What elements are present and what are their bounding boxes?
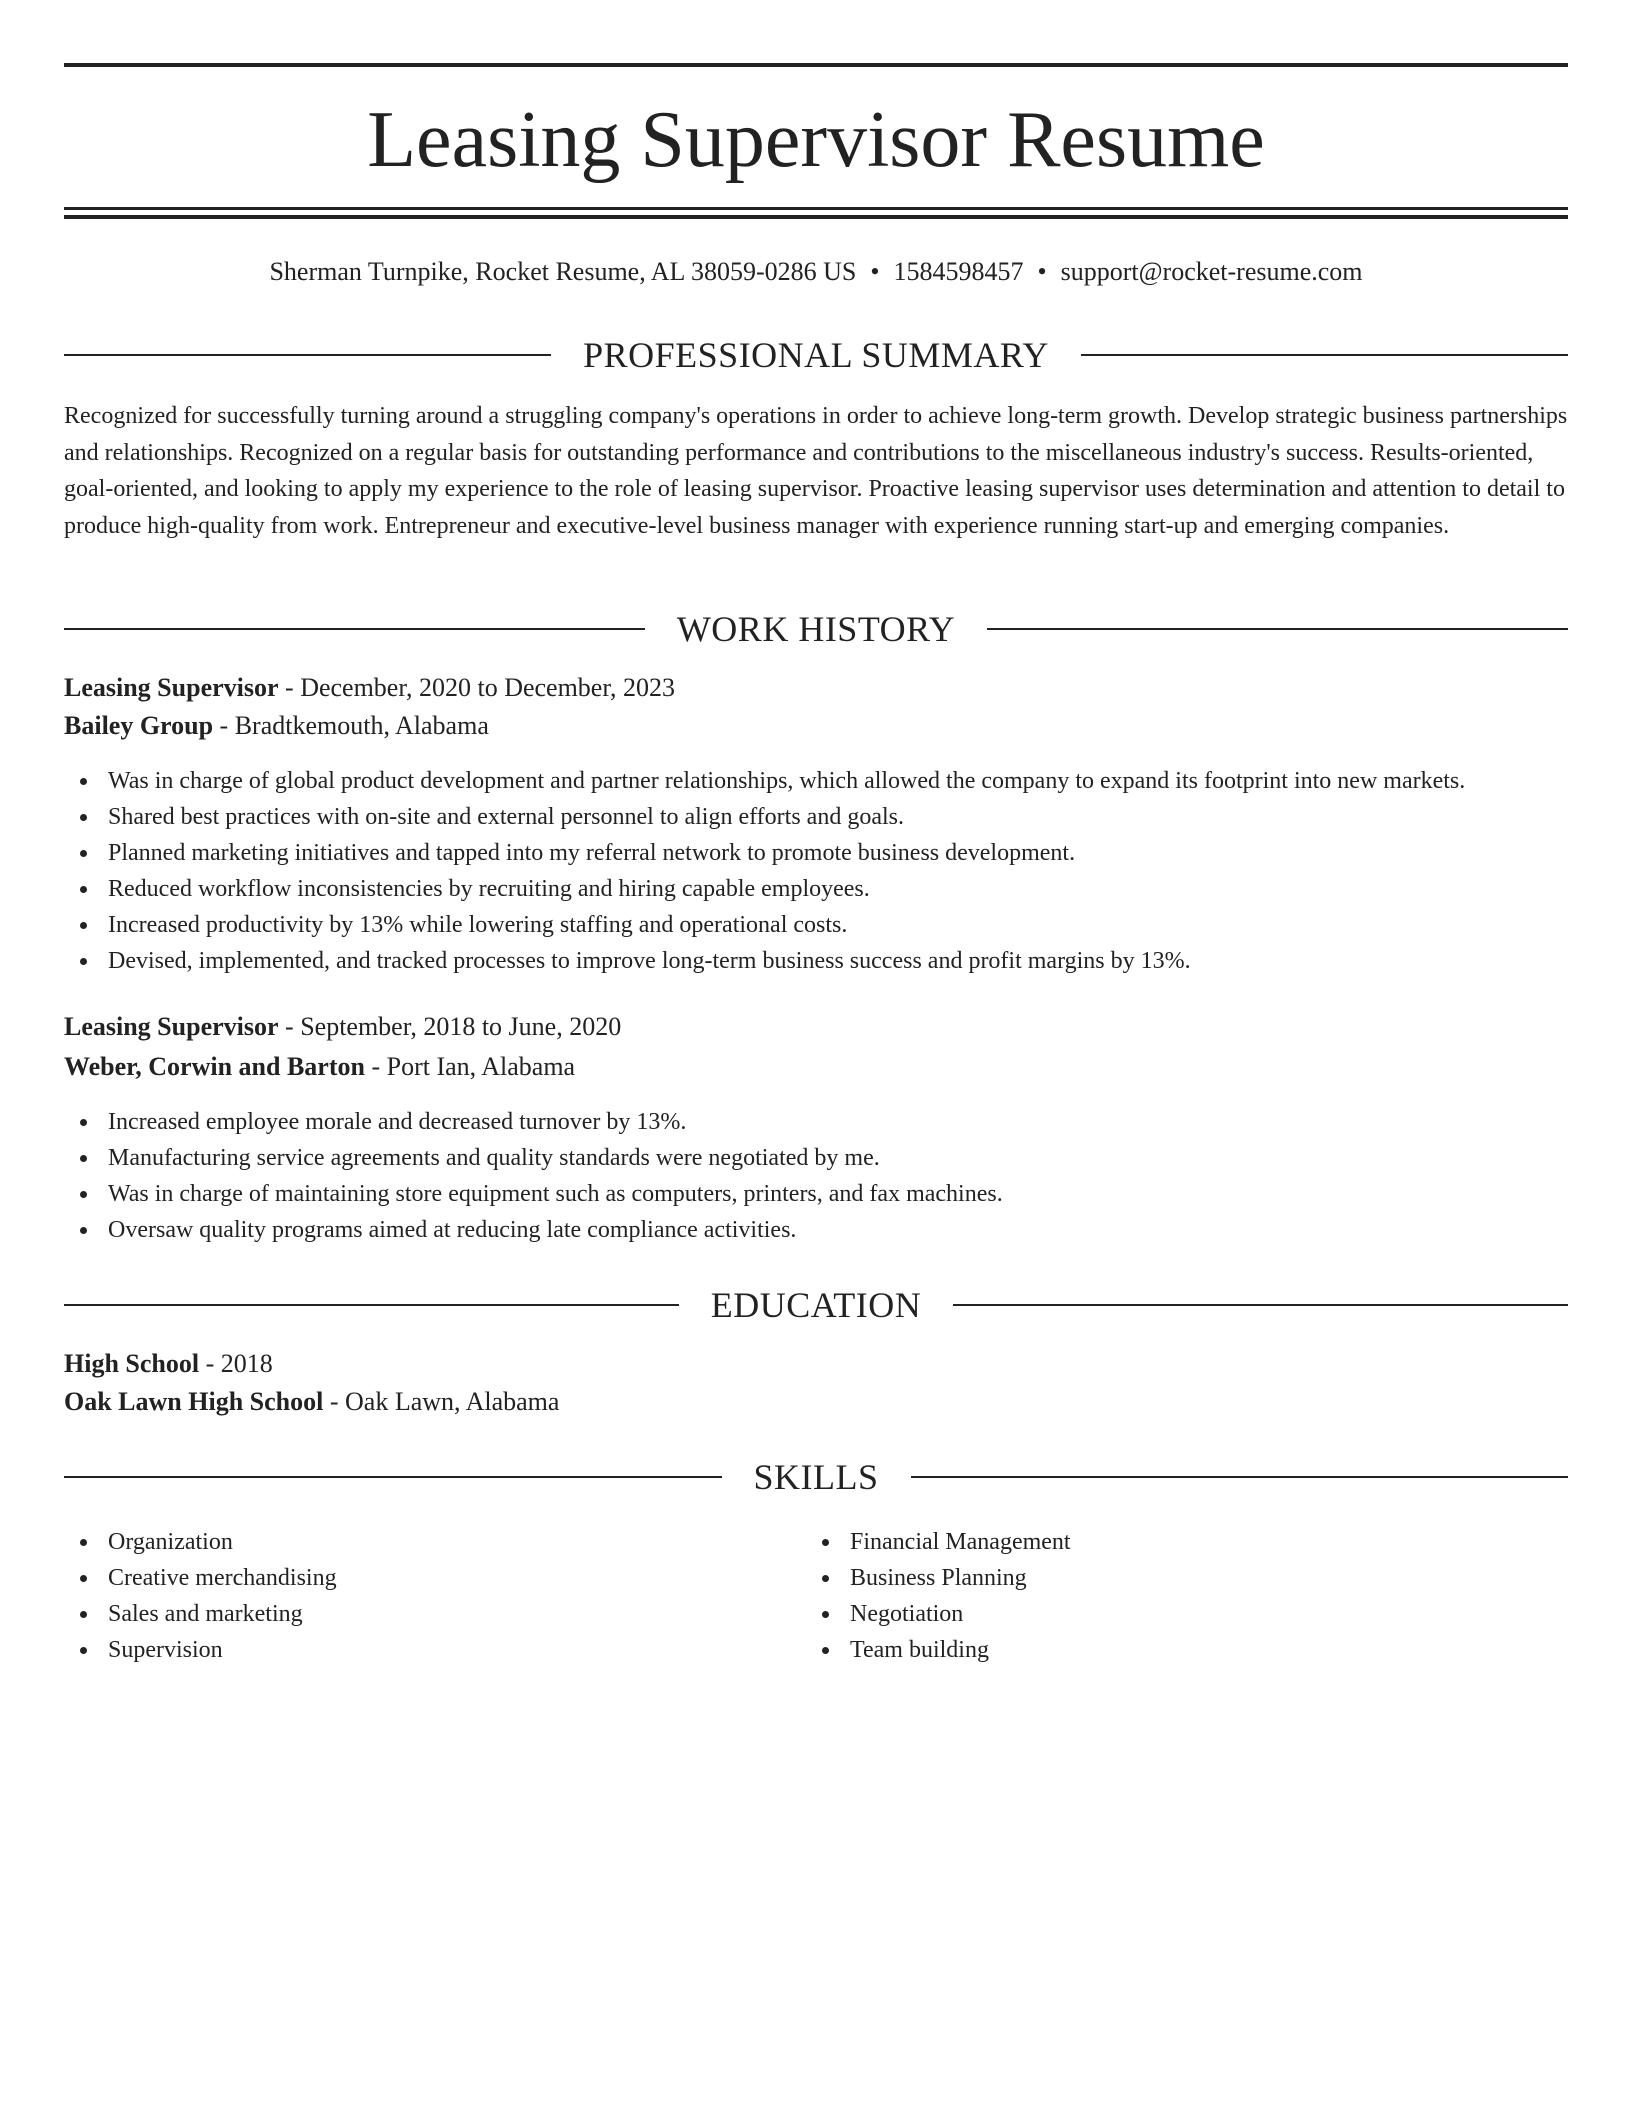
divider-line: [953, 1304, 1568, 1306]
job-title-line: [64, 669, 1568, 707]
job-location: - Bradtkemouth, Alabama: [213, 711, 489, 740]
education-school-line: [64, 1383, 1568, 1421]
bullet-icon: [80, 778, 87, 785]
bullet-text: Was in charge of maintaining store equipment such as computers, printers, and fax machines.: [108, 1181, 1003, 1207]
education-location: - Oak Lawn, Alabama: [323, 1387, 560, 1416]
list-item: [64, 1176, 1568, 1212]
list-item: [64, 1596, 764, 1632]
list-item: [64, 1104, 1568, 1140]
bullet-text: Reduced workflow inconsistencies by recruiting and hiring capable employees.: [108, 876, 870, 902]
education-year: - 2018: [199, 1349, 273, 1378]
section-heading-education: [64, 1280, 1568, 1330]
job-bullets: [64, 1104, 1568, 1248]
bullet-text: Shared best practices with on-site and external personnel to align efforts and goals.: [108, 804, 904, 830]
job-dates: - September, 2018 to June, 2020: [278, 1012, 622, 1041]
list-item: [64, 763, 1568, 799]
list-item: [64, 1560, 764, 1596]
bullet-icon: [80, 1191, 87, 1198]
bullet-icon: [80, 1119, 87, 1126]
list-item: [64, 1632, 764, 1668]
bullet-icon: [822, 1611, 829, 1618]
bullet-text: Manufacturing service agreements and quality standards were negotiated by me.: [108, 1145, 880, 1171]
bullet-icon: [80, 1575, 87, 1582]
job-company-line: [64, 707, 1568, 745]
title-rule-upper: [64, 207, 1568, 210]
list-item: [64, 1140, 1568, 1176]
list-item: [64, 871, 1568, 907]
bullet-icon: [80, 958, 87, 965]
list-item: [64, 943, 1568, 979]
contact-phone: 1584598457: [893, 257, 1024, 286]
skill-text: Sales and marketing: [108, 1601, 303, 1627]
list-item: [64, 1212, 1568, 1248]
summary-text: Recognized for successfully turning around a struggling company's operations in order to achieve long-term growth. Develop strategic business partnerships and relationships. Recognized on a regular basis for outstanding performance and contributions to the miscellaneous industry's success. Results-oriented, goal-oriented, and looking to apply my experience to the role of leasing supervisor. Proactive leasing supervisor uses determination and attention to detail to produce high-quality from work. Entrepreneur and executive-level business manager with experience running start-up and emerging companies.: [64, 403, 1568, 539]
list-item: [806, 1560, 1506, 1596]
bullet-text: Planned marketing initiatives and tapped into my referral network to promote business development.: [108, 840, 1076, 866]
bullet-icon: [80, 1647, 87, 1654]
top-rule: [64, 63, 1568, 67]
job-company: Weber, Corwin and Barton: [64, 1052, 365, 1081]
bullet-icon: [80, 886, 87, 893]
divider-line: [1081, 354, 1568, 356]
job-dates: - December, 2020 to December, 2023: [278, 673, 675, 702]
job-company: Bailey Group: [64, 711, 214, 740]
bullet-text: Increased productivity by 13% while lowering staffing and operational costs.: [108, 912, 848, 938]
education-school: Oak Lawn High School: [64, 1387, 324, 1416]
job-title-line: [64, 1008, 1568, 1046]
section-heading-skills: [64, 1452, 1568, 1502]
bullet-icon: [80, 850, 87, 857]
education-degree: High School: [64, 1349, 200, 1378]
bullet-icon: [822, 1575, 829, 1582]
job-company-line: [64, 1048, 1568, 1086]
list-item: [806, 1524, 1506, 1560]
job-title: Leasing Supervisor: [64, 673, 279, 702]
bullet-icon: [80, 922, 87, 929]
contact-line: [64, 252, 1568, 292]
skill-text: Creative merchandising: [108, 1565, 337, 1591]
skill-text: Financial Management: [850, 1529, 1071, 1555]
section-heading-summary: [64, 330, 1568, 380]
bullet-icon: [822, 1647, 829, 1654]
bullet-icon: [80, 1227, 87, 1234]
section-title: PROFESSIONAL SUMMARY: [583, 335, 1049, 375]
divider-line: [911, 1476, 1569, 1478]
divider-line: [64, 1304, 679, 1306]
bullet-icon: [80, 1539, 87, 1546]
job-bullets: [64, 763, 1568, 979]
bullet-icon: [80, 1155, 87, 1162]
divider-line: [987, 628, 1568, 630]
section-heading-work: [64, 604, 1568, 654]
list-item: [64, 835, 1568, 871]
skill-text: Supervision: [108, 1637, 223, 1663]
job-location: - Port Ian, Alabama: [364, 1052, 576, 1081]
contact-address: Sherman Turnpike, Rocket Resume, AL 38059-0286 US: [269, 257, 857, 286]
section-title: SKILLS: [753, 1457, 879, 1497]
bullet-text: Oversaw quality programs aimed at reducing late compliance activities.: [108, 1217, 797, 1243]
list-item: [64, 907, 1568, 943]
divider-line: [64, 628, 645, 630]
section-title: EDUCATION: [710, 1285, 922, 1325]
section-title: WORK HISTORY: [676, 609, 956, 649]
divider-line: [64, 1476, 722, 1478]
title-rule-lower: [64, 215, 1568, 219]
divider-line: [64, 354, 551, 356]
skills-list-right: [806, 1524, 1506, 1668]
bullet-icon: [80, 1611, 87, 1618]
resume-title: Leasing Supervisor Resume: [367, 96, 1265, 184]
bullet-icon: [80, 814, 87, 821]
list-item: [806, 1596, 1506, 1632]
contact-separator: •: [1037, 257, 1047, 286]
skill-text: Negotiation: [850, 1601, 964, 1627]
contact-email: support@rocket-resume.com: [1060, 257, 1363, 286]
skills-list-left: [64, 1524, 764, 1668]
skill-text: Business Planning: [850, 1565, 1027, 1591]
job-title: Leasing Supervisor: [64, 1012, 279, 1041]
skill-text: Organization: [108, 1529, 233, 1555]
bullet-text: Was in charge of global product development and partner relationships, which allowed the company to expand its footprint into new markets.: [108, 768, 1466, 794]
contact-separator: •: [870, 257, 880, 286]
list-item: [64, 1524, 764, 1560]
education-degree-line: [64, 1345, 1568, 1383]
skill-text: Team building: [850, 1637, 989, 1663]
list-item: [64, 799, 1568, 835]
bullet-icon: [822, 1539, 829, 1546]
bullet-text: Increased employee morale and decreased turnover by 13%.: [108, 1109, 687, 1135]
list-item: [806, 1632, 1506, 1668]
bullet-text: Devised, implemented, and tracked processes to improve long-term business success and profit margins by 13%.: [108, 948, 1191, 974]
